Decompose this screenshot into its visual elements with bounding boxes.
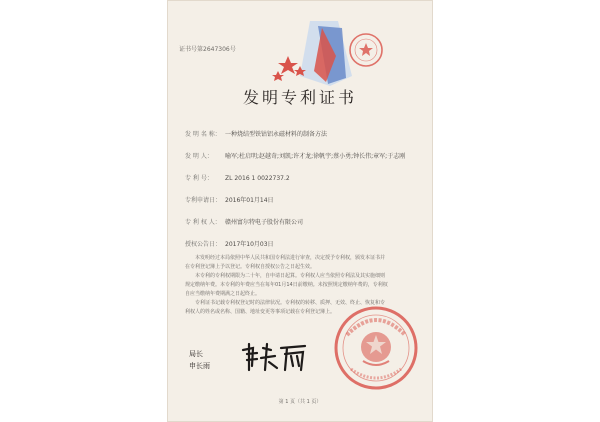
invention-name-value: 一种烧结型铁钴铝永磁材料的制备方法 [225,131,328,138]
filing-date-row [185,195,274,204]
patentee-label: 专 利 权 人： [185,219,221,226]
director-name: 申长雨 [189,362,210,370]
grant-date-label: 授权公告日： [185,241,222,248]
filing-date-label: 专利申请日： [185,197,222,204]
body-line: 本专利的专利权期限为二十年，自申请日起算。专利权人应当依照专利法及其实施细则 [195,273,386,279]
certificate-title: 发明专利证书 [242,88,357,107]
body-line: 在专利登记簿上予以登记。专利权自授权公告之日起生效。 [185,264,316,270]
page-number: 第 1 页（共 1 页） [278,399,322,405]
grant-date-value: 2017年10月03日 [225,241,274,248]
invention-name-label: 发 明 名 称： [185,131,221,138]
official-seal-icon [333,305,419,391]
patent-number-label: 专 利 号： [185,175,213,182]
inventors-value: 喻军;杜启明;赵越奇;刘凯;许才龙;徐帆宇;蔡小勇;钟长伟;章军;于志刚 [225,153,406,160]
body-line: 自应当缴纳年费期满之日起终止。 [185,291,261,297]
director-label: 局长 [189,350,203,358]
patent-number-value: ZL 2016 1 0022737.2 [225,175,290,182]
inventors-row [185,151,405,160]
patent-certificate [167,0,433,422]
body-line: 利权人的姓名或名称、国籍、地址变更等事项记载在专利登记簿上。 [185,309,336,315]
director-block [189,348,210,372]
inventors-label: 发 明 人： [185,153,213,160]
filing-date-value: 2016年01月14日 [225,197,274,204]
body-line: 本发明经过本局依照中华人民共和国专利法进行审查，决定授予专利权，颁发本证书并 [195,255,386,261]
patentee-row [185,217,303,226]
patent-office-emblem-icon [270,16,390,96]
invention-name-row [185,129,327,138]
grant-date-row [185,239,274,248]
director-signature [239,340,311,374]
patentee-value: 赣州富尔特电子股份有限公司 [225,219,304,226]
body-line: 专利证书记载专利权登记时的法律状况。专利权的转移、质押、无效、终止、恢复和专 [195,300,386,306]
patent-number-row [185,173,290,182]
certificate-number: 证书号第2647306号 [179,46,236,53]
body-line: 规定缴纳年费。本专利的年费应当在每年01月14日前缴纳。未按照规定缴纳年费的，专利权 [185,282,388,288]
